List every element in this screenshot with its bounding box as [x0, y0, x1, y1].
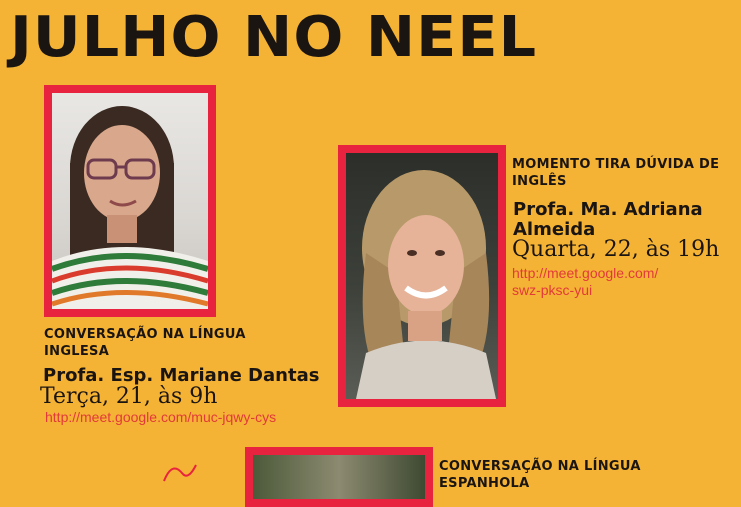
teacher-photo-adriana	[346, 153, 498, 399]
event-time: Quarta, 22, às 19h	[512, 237, 720, 262]
teacher-photo-espanhola	[253, 455, 425, 499]
event-category: MOMENTO TIRA DÚVIDA DE INGLÊS	[512, 157, 720, 189]
teacher-name: Profa. Ma. Adriana Almeida	[513, 199, 703, 240]
photo-frame-adriana	[338, 145, 506, 407]
meet-link-line1[interactable]: http://meet.google.com/	[512, 265, 659, 281]
meet-link[interactable]: http://meet.google.com/muc-jqwy-cys	[45, 409, 277, 425]
portrait-illustration	[52, 93, 208, 309]
teacher-name: Profa. Esp. Mariane Dantas	[43, 365, 320, 386]
event-time: Terça, 21, às 9h	[40, 384, 218, 409]
event-category: CONVERSAÇÃO NA LÍNGUA ESPANHOLA	[439, 459, 641, 491]
event-category: CONVERSAÇÃO NA LÍNGUA INGLESA	[44, 327, 246, 359]
portrait-illustration	[346, 153, 498, 399]
photo-frame-mariane	[44, 85, 216, 317]
page-title: JULHO NO NEEL	[10, 5, 538, 70]
photo-frame-espanhola	[245, 447, 433, 507]
decorative-swirl	[160, 455, 200, 485]
meet-link-line2[interactable]: swz-pksc-yui	[512, 282, 593, 298]
teacher-photo-mariane	[52, 93, 208, 309]
